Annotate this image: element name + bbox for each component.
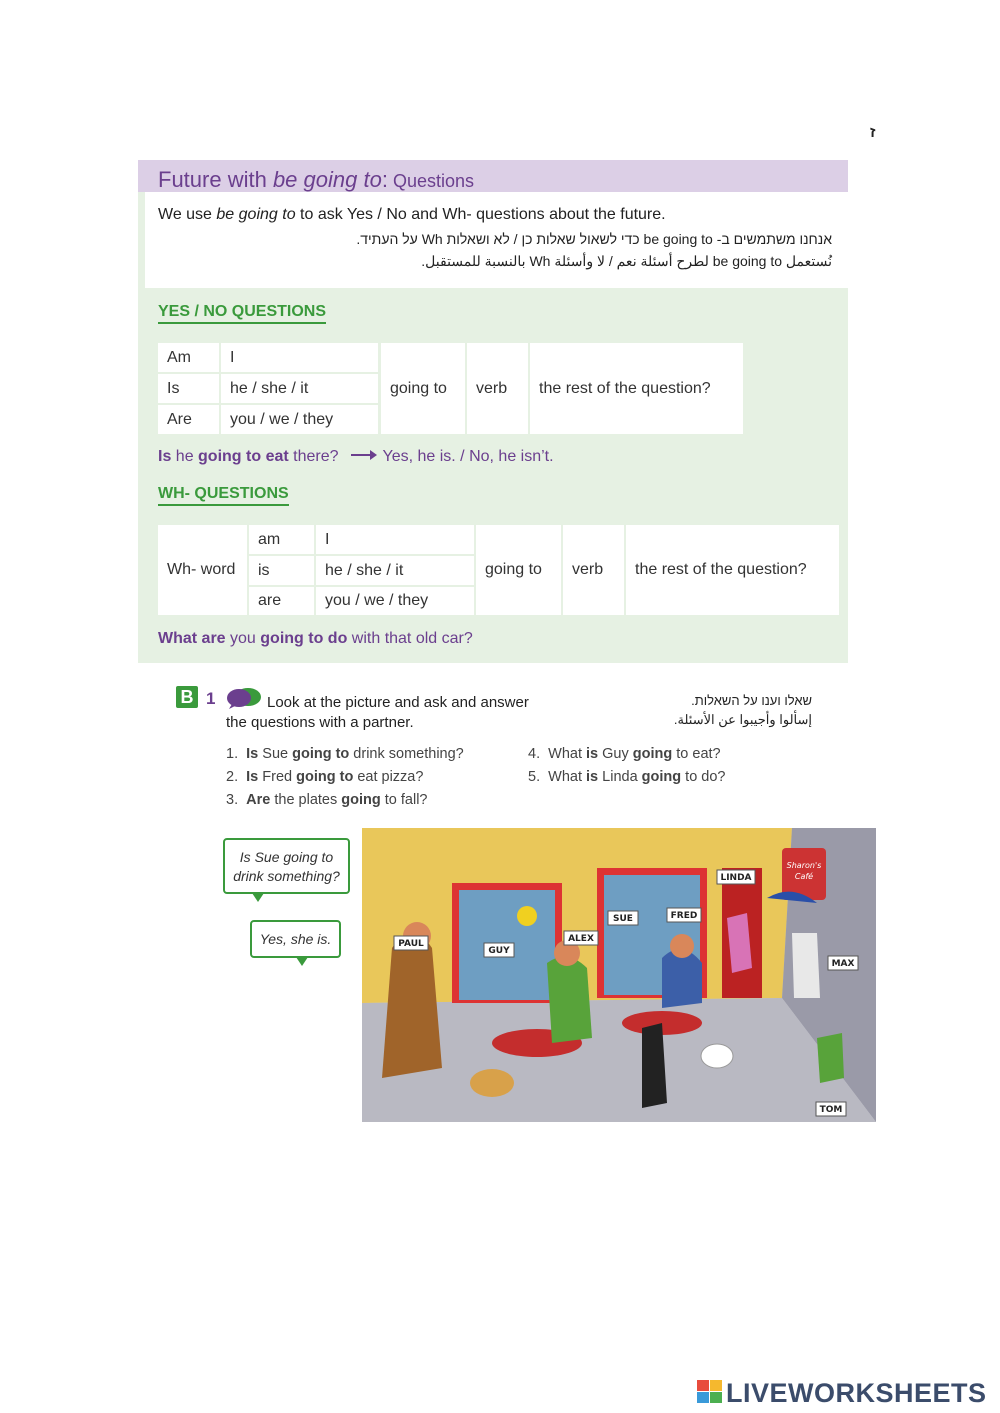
- exercise-hebrew: שאלו וענו על השאלות.: [691, 693, 812, 708]
- speech-bubble-tail: [252, 893, 264, 902]
- wh-going-to: going to: [476, 525, 561, 615]
- question-4: 4. What is Guy going to eat?: [528, 746, 721, 762]
- exercise-arabic: إسألوا وأجيبوا عن الأسئلة.: [673, 712, 812, 727]
- yesno-verb: verb: [467, 343, 528, 434]
- ball-icon: [517, 906, 537, 926]
- label-guy: GUY: [488, 946, 510, 956]
- speech-bubble-tail: [296, 957, 308, 966]
- yesno-subj-2: he / she / it: [221, 374, 378, 403]
- speech-bubble-answer: Yes, she is.: [250, 920, 341, 958]
- wh-subj-2: he / she / it: [316, 556, 474, 585]
- question-5: 5. What is Linda going to do?: [528, 769, 726, 785]
- cafe-illustration: [362, 828, 876, 1122]
- label-sue: SUE: [613, 914, 633, 924]
- person-max: [792, 933, 820, 998]
- exercise-instruction-1: Look at the picture and ask and answer: [267, 694, 529, 711]
- wh-rest: the rest of the question?: [626, 525, 839, 615]
- label-alex: ALEX: [568, 934, 594, 944]
- yesno-aux-1: Am: [158, 343, 219, 372]
- yesno-example: Is he going to eat there? Yes, he is. / No, he isn’t.: [158, 448, 554, 465]
- yesno-subj-3: you / we / they: [221, 405, 378, 434]
- cafe-sign-line-2: Café: [794, 872, 814, 881]
- person-alex: [547, 957, 592, 1043]
- exercise-number: 1: [206, 689, 216, 708]
- page-number: ז: [870, 124, 876, 141]
- wh-subj-1: I: [316, 525, 474, 554]
- exercise-instruction-2: the questions with a partner.: [226, 714, 414, 731]
- label-paul: PAUL: [398, 939, 424, 949]
- wh-example: What are you going to do with that old car?: [158, 630, 473, 647]
- wh-aux-2: is: [249, 556, 314, 585]
- wh-word: Wh- word: [158, 525, 247, 615]
- yesno-aux-2: Is: [158, 374, 219, 403]
- person-tom: [817, 1033, 844, 1083]
- question-1: 1. Is Sue going to drink something?: [226, 746, 464, 762]
- speech-bubbles-icon: [226, 686, 262, 710]
- yesno-rest: the rest of the question?: [530, 343, 743, 434]
- wh-subj-3: you / we / they: [316, 587, 474, 615]
- label-linda: LINDA: [720, 873, 752, 883]
- wh-aux-1: am: [249, 525, 314, 554]
- liveworksheets-logo-icon: [697, 1380, 723, 1404]
- question-2: 2. Is Fred going to eat pizza?: [226, 769, 424, 785]
- intro-arabic: نُستعمل be going to لطرح أسئلة نعم / لا وأسئلة Wh بالنسبة للمستقبل.: [421, 253, 832, 269]
- label-fred: FRED: [670, 911, 698, 921]
- grammar-title: Future with be going to: Questions: [158, 167, 474, 192]
- speech-bubble-question: Is Sue going to drink something?: [223, 838, 350, 894]
- wh-aux-3: are: [249, 587, 314, 615]
- label-max: MAX: [831, 959, 855, 969]
- label-tom: TOM: [819, 1105, 843, 1115]
- intro-text: We use be going to to ask Yes / No and Wh- questions about the future.: [158, 206, 666, 223]
- yesno-subj-1: I: [221, 343, 378, 372]
- plates-icon: [701, 1044, 733, 1068]
- liveworksheets-brand: LIVEWORKSHEETS: [726, 1378, 987, 1408]
- wh-heading: WH- QUESTIONS: [158, 485, 289, 506]
- dog-icon: [470, 1069, 514, 1097]
- cafe-sign-line-1: Sharon's: [786, 861, 822, 870]
- question-3: 3. Are the plates going to fall?: [226, 792, 428, 808]
- wh-verb: verb: [563, 525, 624, 615]
- yesno-going-to: going to: [381, 343, 465, 434]
- intro-hebrew: אנחנו משתמשים ב- be going to כדי לשאול שאלות כן / לא ושאלות Wh על העתיד.: [356, 231, 832, 247]
- arrow-icon: [351, 454, 373, 456]
- exercise-badge: B: [176, 686, 198, 708]
- yesno-heading: YES / NO QUESTIONS: [158, 303, 326, 324]
- yesno-aux-3: Are: [158, 405, 219, 434]
